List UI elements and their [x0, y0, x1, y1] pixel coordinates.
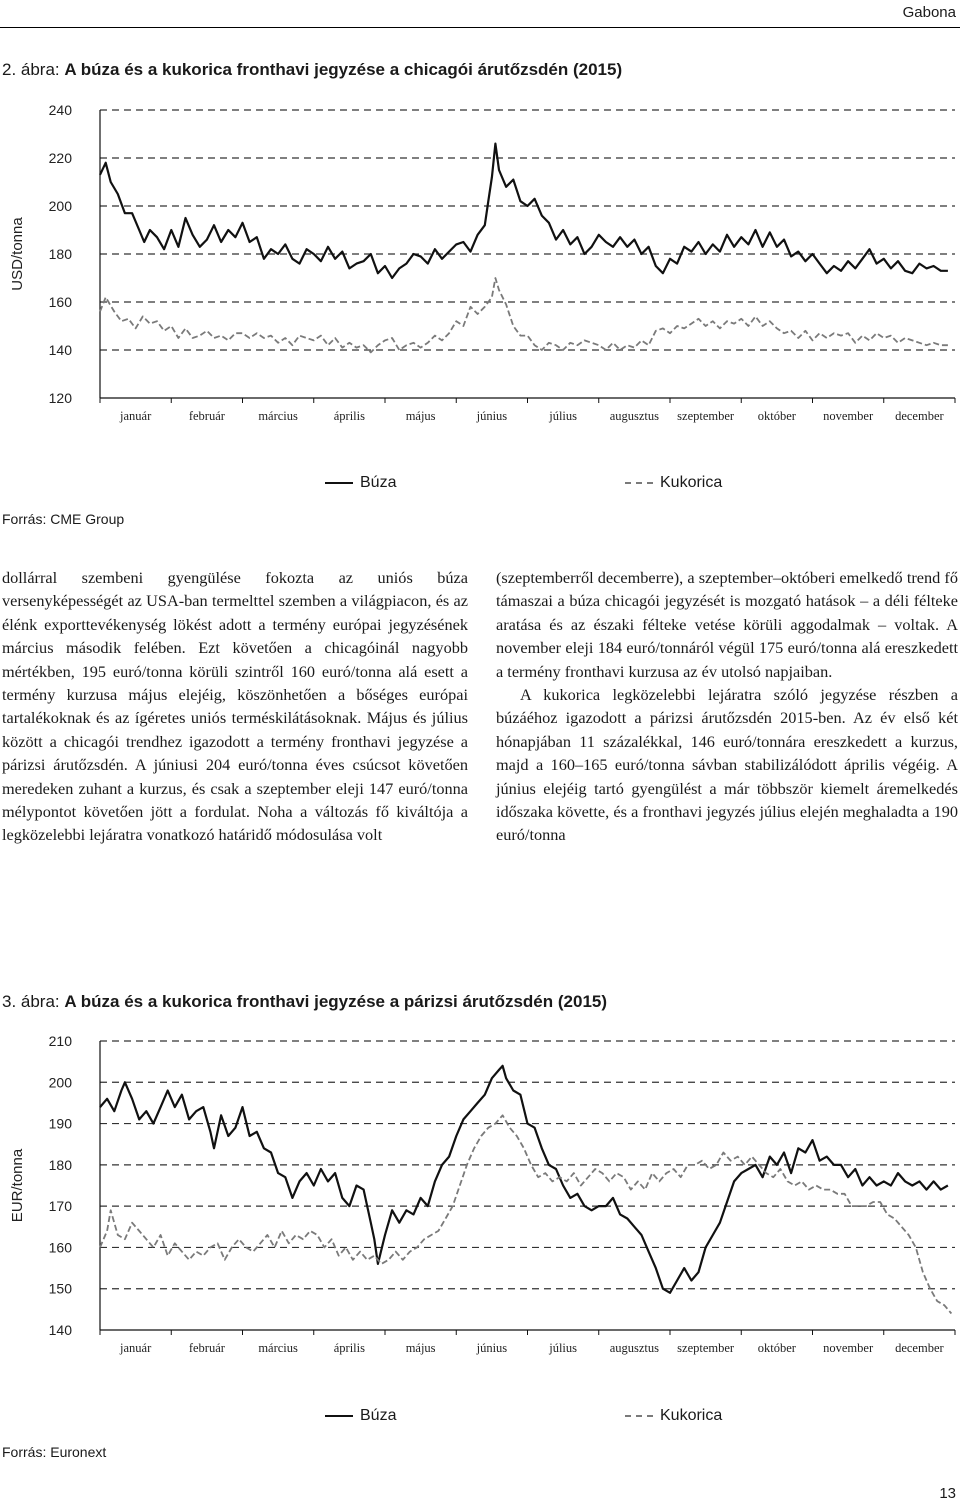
- series-line-corn: [100, 1115, 951, 1313]
- figure3-chart: [0, 1024, 960, 1374]
- x-tick-label: február: [188, 409, 225, 423]
- figure2-title: [2, 60, 622, 80]
- figure2-title-text: A búza és a kukorica fronthavi jegyzése a chicagói árutőzsdén (2015): [64, 60, 623, 79]
- body-right-paragraph-2: A kukorica legközelebbi lejáratra szóló jegyzése részben a búzáéhoz igazodott a párizsi árutőzsdén 2015-ben. Az év első két hónapjában 11 százalékkal, 146 euró/tonnára ereszkedett a kurzus, majd a 160–165 euró/tonna sávban stabilizálódott április végéig. A június elejéig tartó gyengülést a már többször kiemelt áremelkedés időszaka követte, és a fronthavi jegyzés július elején meghaladta a 190 euró/tonna: [496, 685, 958, 845]
- y-tick-label: 150: [48, 1280, 72, 1297]
- y-axis-title: USD/tonna: [9, 217, 26, 291]
- figure3-title-text: A búza és a kukorica fronthavi jegyzése a párizsi árutőzsdén (2015): [64, 992, 608, 1011]
- y-tick-label: 220: [48, 150, 72, 166]
- figure2-legend-wheat-label: Búza: [360, 474, 397, 491]
- x-tick-label: december: [895, 1341, 944, 1355]
- x-tick-label: május: [405, 409, 436, 423]
- x-tick-label: március: [258, 409, 298, 423]
- figure3-chart-svg: [0, 1024, 960, 1374]
- body-column-right: [496, 566, 958, 847]
- figure3-legend-corn-label: Kukorica: [660, 1407, 723, 1424]
- x-tick-label: szeptember: [677, 409, 735, 423]
- legend-solid-line: [325, 482, 353, 484]
- header-rule: [0, 27, 960, 28]
- figure3-number: 3. ábra:: [2, 992, 60, 1011]
- x-tick-label: november: [823, 1341, 874, 1355]
- y-tick-label: 140: [48, 1322, 72, 1338]
- figure2-chart: [0, 92, 960, 442]
- x-tick-label: október: [757, 409, 796, 423]
- figure3-title: [2, 992, 607, 1012]
- x-tick-label: szeptember: [677, 1341, 735, 1355]
- body-left-paragraph: dollárral szembeni gyengülése fokozta az uniós búza versenyképességét az USA-ban termelttel szemben a világpiacon, és az élénk exporttevékenység lökést adott a termény európai jegyzésének március második felében. Ezt követően a chicagóinál nagyobb mértékben, 195 euró/tonna körüli szintről 160 euró/tonna alá esett a termény kurzusa május elejéig, köszönhetően a bőséges európai tartalékoknak és az ígéretes uniós terméskilátásoknak. Május és július között a chicagói trendhez igazodott a termény fronthavi jegyzése a párizsi árutőzsdén. A júniusi 204 euró/tonna éves csúcsot követően meredeken zuhant a kurzus, és csak a szeptember eleji 147 euró/tonna mélypontot követően jött a fordulat. Noha a változás fő kiváltója a legközelebbi lejáratra vonatkozó határidő módosulása volt: [2, 568, 468, 845]
- x-tick-label: április: [333, 1341, 365, 1355]
- x-tick-label: július: [549, 409, 578, 423]
- y-axis-title: EUR/tonna: [9, 1148, 26, 1223]
- x-tick-label: június: [476, 409, 508, 423]
- x-tick-label: március: [258, 1341, 298, 1355]
- figure2-legend-corn-label: Kukorica: [660, 474, 723, 491]
- x-tick-label: április: [333, 409, 365, 423]
- y-tick-label: 120: [48, 390, 72, 406]
- body-right-paragraph-1: (szeptemberről decemberre), a szeptember–októberi emelkedő trend fő támaszai a búza chicagói jegyzését is mozgató hatások – a déli félteke aratása és az északi félteke vetése körüli aggodalmak – voltak. A november eleji 184 euró/tonnáról végül 175 euró/tonna alá ereszkedett a termény fronthavi kurzusa az év utolsó napjaiban.: [496, 568, 958, 681]
- series-line-corn: [100, 278, 948, 352]
- figure3-legend-wheat: [325, 1407, 396, 1425]
- x-tick-label: január: [120, 1341, 152, 1355]
- x-tick-label: június: [476, 1341, 508, 1355]
- y-tick-label: 240: [48, 102, 72, 118]
- figure2-chart-svg: [0, 92, 960, 442]
- body-column-left: [2, 566, 468, 847]
- figure3-legend-wheat-label: Búza: [360, 1407, 397, 1424]
- x-tick-label: augusztus: [609, 409, 660, 423]
- series-line-wheat: [100, 1066, 948, 1293]
- y-tick-label: 140: [48, 342, 72, 358]
- y-tick-label: 180: [48, 1156, 72, 1173]
- x-tick-label: augusztus: [609, 1341, 660, 1355]
- x-tick-label: október: [757, 1341, 796, 1355]
- y-tick-label: 200: [48, 198, 72, 214]
- section-name: Gabona: [902, 4, 956, 21]
- y-tick-label: 190: [48, 1115, 72, 1132]
- x-tick-label: január: [120, 409, 152, 423]
- y-tick-label: 160: [48, 1239, 72, 1256]
- y-tick-label: 160: [48, 294, 72, 310]
- x-tick-label: május: [405, 1341, 436, 1355]
- x-tick-label: február: [188, 1341, 225, 1355]
- y-tick-label: 210: [48, 1033, 72, 1049]
- figure2-legend-corn: [625, 474, 722, 492]
- figure3-legend-corn: [625, 1407, 722, 1425]
- page-number: 13: [939, 1485, 956, 1502]
- series-line-wheat: [100, 144, 948, 278]
- y-tick-label: 170: [48, 1198, 72, 1215]
- figure2-legend-wheat: [325, 474, 396, 492]
- x-tick-label: december: [895, 409, 944, 423]
- x-tick-label: július: [549, 1341, 578, 1355]
- legend-solid-line: [325, 1415, 353, 1417]
- figure2-source: Forrás: CME Group: [2, 511, 125, 527]
- y-tick-label: 200: [48, 1074, 72, 1091]
- figure2-number: 2. ábra:: [2, 60, 60, 79]
- legend-dashed-line: [625, 482, 653, 484]
- y-tick-label: 180: [48, 246, 72, 262]
- running-header: [0, 0, 960, 30]
- figure3-source: Forrás: Euronext: [2, 1444, 107, 1460]
- legend-dashed-line: [625, 1415, 653, 1417]
- x-tick-label: november: [823, 409, 874, 423]
